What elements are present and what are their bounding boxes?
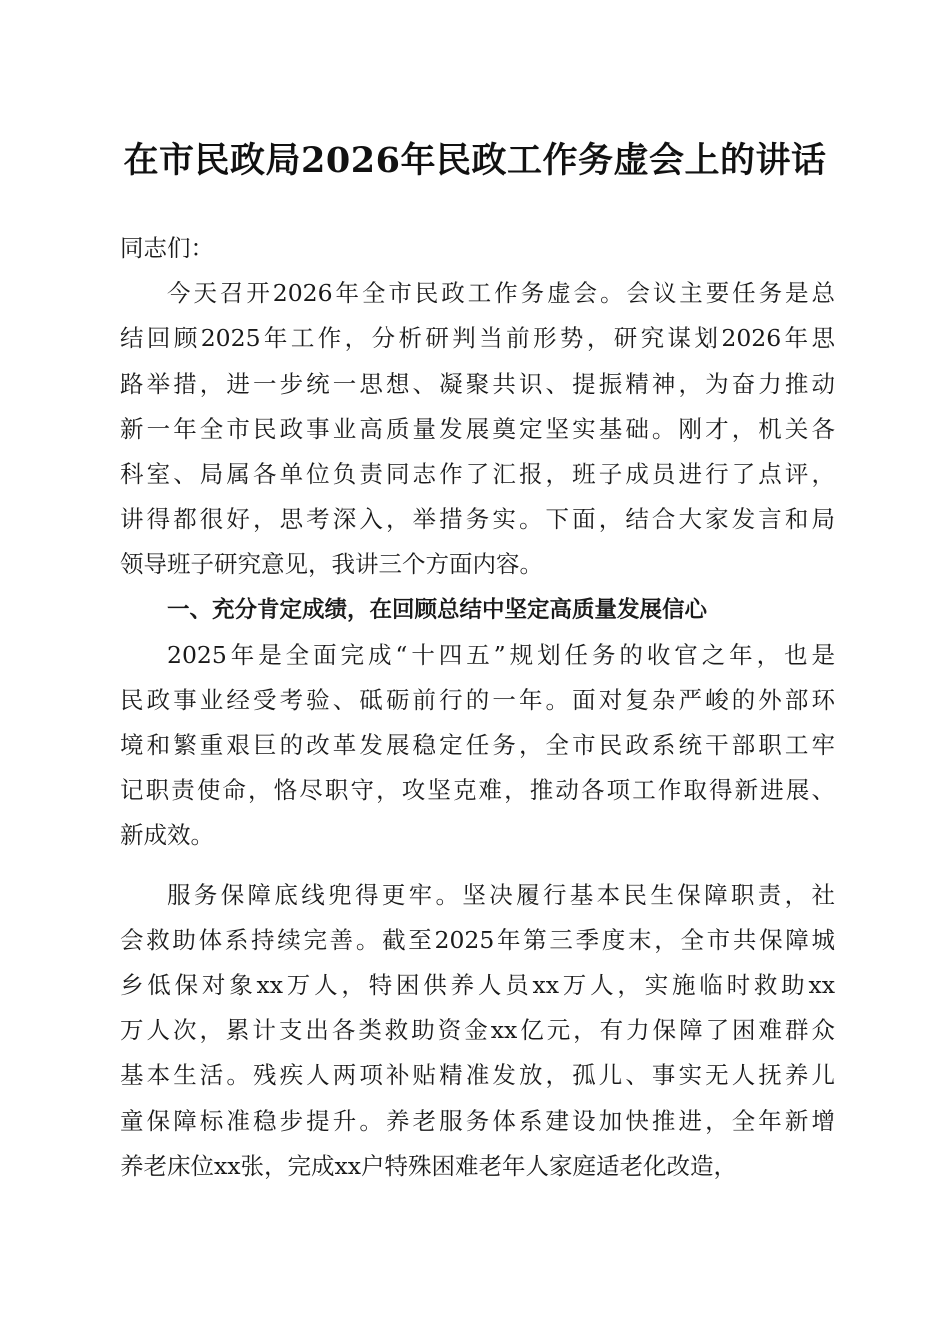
paragraph-line: 2025年是全面完成“十四五”规划任务的收官之年，也是 xyxy=(167,640,835,669)
paragraph-line: 新成效。 xyxy=(120,821,214,850)
document-title: 在市民政局2026年民政工作务虚会上的讲话 xyxy=(123,140,827,181)
paragraph-line: 会救助体系持续完善。截至2025年第三季度末，全市共保障城 xyxy=(120,925,835,954)
paragraph-line: 结回顾2025年工作，分析研判当前形势，研究谋划2026年思 xyxy=(120,324,835,353)
paragraph-spacer xyxy=(120,859,835,873)
paragraph-line: 基本生活。残疾人两项补贴精准发放，孤儿、事实无人抚养儿 xyxy=(120,1061,835,1090)
paragraph-line: 今天召开2026年全市民政工作务虚会。会议主要任务是总 xyxy=(167,279,835,308)
paragraph-line: 路举措，进一步统一思想、凝聚共识、提振精神，为奋力推动 xyxy=(120,369,835,398)
paragraph-line: 万人次，累计支出各类救助资金xx亿元，有力保障了困难群众 xyxy=(120,1016,835,1045)
paragraph-line: 讲得都很好，思考深入，举措务实。下面，结合大家发言和局 xyxy=(120,505,835,534)
section1-paragraph-1 xyxy=(120,633,835,859)
paragraph-line: 养老床位xx张，完成xx户特殊困难老年人家庭适老化改造， xyxy=(120,1151,738,1180)
paragraph-line: 科室、局属各单位负责同志作了汇报，班子成员进行了点评， xyxy=(120,459,835,488)
paragraph-line: 记职责使命，恪尽职守，攻坚克难，推动各项工作取得新进展、 xyxy=(120,776,835,805)
paragraph-line: 领导班子研究意见，我讲三个方面内容。 xyxy=(120,550,543,579)
paragraph-line: 境和繁重艰巨的改革发展稳定任务，全市民政系统干部职工牢 xyxy=(120,731,835,760)
paragraph-line: 服务保障底线兜得更牢。坚决履行基本民生保障职责，社 xyxy=(167,880,835,909)
section-heading: 一、充分肯定成绩，在回顾总结中坚定高质量发展信心 xyxy=(167,596,708,623)
document-body xyxy=(120,226,835,1189)
paragraph-line: 新一年全市民政事业高质量发展奠定坚实基础。刚才，机关各 xyxy=(120,414,835,443)
paragraph-line: 民政事业经受考验、砥砺前行的一年。面对复杂严峻的外部环 xyxy=(120,685,835,714)
section1-paragraph-2 xyxy=(120,873,835,1189)
salutation: 同志们： xyxy=(120,234,214,262)
intro-paragraph xyxy=(120,271,835,587)
paragraph-line: 乡低保对象xx万人，特困供养人员xx万人，实施临时救助xx xyxy=(120,971,835,999)
paragraph-line: 童保障标准稳步提升。养老服务体系建设加快推进，全年新增 xyxy=(120,1106,835,1135)
